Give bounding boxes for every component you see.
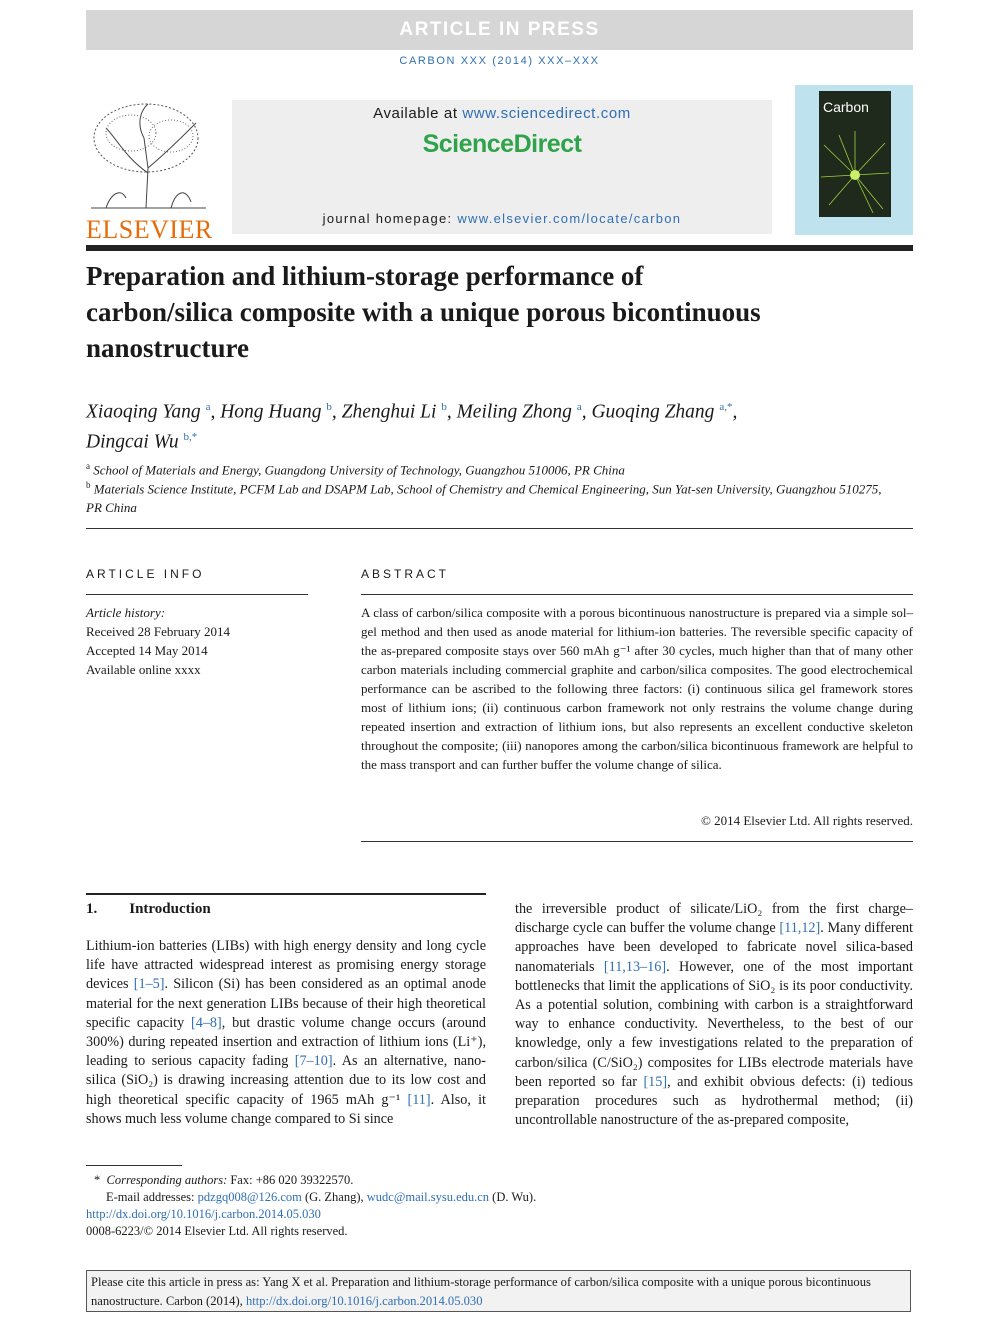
issn-line: 0008-6223/© 2014 Elsevier Ltd. All rights reserved.	[86, 1224, 348, 1238]
abstract-copyright: © 2014 Elsevier Ltd. All rights reserved.	[700, 813, 913, 828]
cover-fiber-art	[819, 125, 891, 215]
elsevier-logo	[86, 98, 213, 244]
email-addresses: E-mail addresses: pdzgq008@126.com (G. Zhang), wudc@mail.sysu.edu.cn (D. Wu).	[106, 1190, 537, 1204]
affiliation-b: $^b$ Materials Science Institute, PCFM Lab and DSAPM Lab, School of Chemistry and Chemical Engineering, Sun Yat-sen University, Guangzhou 510275, PR China	[86, 480, 882, 516]
intro-left-column: Lithium-ion batteries (LIBs) with high energy density and long cycle life have attracted widespread interest as promising energy storage devices [1–5]. Silicon (Si) has been considered as an optimal anode material for the next generation LIBs because of their high theoretical specific capacity [4–8], but drastic volume change occurs (around 300%) during repeated insertion and extraction of lithium ions (Li⁺), leading to serious capacity fading [7–10]. As an alternative, nano-silica (SiO₂) is drawing increasing attention due to its low cost and high theoretical specific capacity of 1965 mAh g⁻¹ [11]. Also, it shows much less volume change compared to Si since	[86, 938, 487, 1127]
elsevier-wordmark: ELSEVIER	[86, 215, 213, 244]
citation-link[interactable]: [7–10]	[294, 1053, 333, 1070]
citation-link[interactable]: [11]	[407, 1091, 431, 1108]
affiliation-mark[interactable]: a,*	[719, 401, 733, 413]
citation-link[interactable]: [4–8]	[191, 1014, 222, 1031]
available-at: Available at www.sciencedirect.com	[373, 105, 631, 122]
cover-title: Carbon	[823, 99, 869, 115]
author[interactable]: Guoqing Zhang	[591, 401, 715, 423]
journal-homepage-link[interactable]: www.elsevier.com/locate/carbon	[457, 211, 682, 226]
abstract-text: A class of carbon/silica composite with a porous bicontinuous nanostructure is prepared via a simple sol–gel method and then used as anode material for lithium-ion batteries. The reversible specific capacity of the as-prepared composite stays over 560 mAh g⁻¹ after 30 cycles, much higher than that of many other carbon materials including commercial graphite and carbon/silica composites. The good electrochemical performance can be ascribed to the following three factors: (i) continuous silica gel framework stores most of lithium ions; (ii) continuous carbon framework not only restrains the volume change during repeated insertion and extraction of lithium ions, but also represents an excellent conductive skeleton throughout the composite; (iii) nanopores among the carbon/silica bicontinuous framework are helpful to the mass transport and can further buffer the volume change of silica.	[361, 605, 913, 772]
citation-link[interactable]: [1–5]	[133, 976, 165, 993]
article-history: Article history: Received 28 February 2014 Accepted 14 May 2014 Available online xxxx	[86, 605, 231, 677]
journal-cover-image	[795, 85, 913, 235]
sciencedirect-link[interactable]: www.sciencedirect.com	[462, 105, 631, 122]
cite-doi-link[interactable]: http://dx.doi.org/10.1016/j.carbon.2014.05.030	[245, 1294, 483, 1308]
divider	[86, 594, 308, 595]
article-info-heading: ARTICLE INFO	[86, 567, 205, 581]
affiliation-a: $^a$ School of Materials and Energy, Guangdong University of Technology, Guangzhou 510006, PR China	[86, 461, 625, 478]
affiliation-mark[interactable]: b	[326, 401, 332, 413]
intro-rule	[86, 893, 486, 895]
header-rule	[86, 245, 913, 251]
affiliation-mark[interactable]: b	[441, 401, 447, 413]
author[interactable]: Meiling Zhong	[456, 401, 572, 423]
intro-right-column: the irreversible product of silicate/LiO₂ from the first charge–discharge cycle can buffer the volume change [11,12]. Many different approaches have been developed to fabricate novel silica-based nanomaterials [11,13–16]. However, one of the most important bottlenecks that limit the applications of SiO₂ is its poor conductivity. As a potential solution, combining with carbon is a straightforward way to enhance conductivity. Nevertheless, to the best of our knowledge, only a few investigations related to the preparation of carbon/silica (C/SiO₂) composites for LIBs electrode materials have been reported so far [15], and exhibit obvious defects: (i) tedious preparation procedures such as hydrothermal method; (ii) uncontrollable nanostructure of the as-prepared composite,	[515, 901, 913, 1129]
elsevier-tree-icon	[86, 98, 211, 210]
divider	[361, 841, 913, 842]
corresponding-authors: * Corresponding authors: Fax: +86 020 39322570.	[94, 1173, 354, 1187]
author[interactable]: Hong Huang	[220, 401, 322, 423]
intro-heading: 1. Introduction	[86, 901, 211, 917]
footnotes	[94, 1172, 914, 1206]
article-in-press-banner: ARTICLE IN PRESS	[86, 10, 913, 50]
citation-link[interactable]: [11,13–16]	[603, 958, 667, 975]
affiliation-mark[interactable]: a	[576, 401, 582, 413]
journal-reference: CARBON XXX (2014) XXX–XXX	[399, 55, 600, 67]
journal-homepage: journal homepage: www.elsevier.com/locate/carbon	[322, 211, 682, 226]
divider	[86, 528, 913, 529]
divider	[361, 594, 913, 595]
citation-box: Please cite this article in press as: Yang X et al. Preparation and lithium-storage performance of carbon/silica composite with a unique porous bicontinuous nanostructure. Carbon (2014), http://dx.doi.org/10.1016/j.carbon.2014.05.030	[86, 1270, 911, 1312]
affiliation-mark[interactable]: a	[205, 401, 211, 413]
doi-block	[86, 1206, 913, 1240]
sciencedirect-logo: ScienceDirect	[422, 130, 582, 158]
author[interactable]: Xiaoqing Yang	[86, 401, 201, 423]
author[interactable]: Zhenghui Li	[341, 401, 437, 423]
author[interactable]: Dingcai Wu	[86, 431, 179, 452]
footnote-rule	[86, 1165, 182, 1166]
affiliation-mark[interactable]: b,*	[183, 430, 198, 443]
author-list: Xiaoqing Yang $^a$, Hong Huang $^b$, Zhenghui Li $^b$, Meiling Zhong $^a$, Guoqing Zhang $^{a,*}$, Dingcai Wu $^{b,*}$	[86, 401, 738, 452]
email-link[interactable]: pdzgq008@126.com	[197, 1190, 302, 1204]
citation-link[interactable]: [11,12]	[779, 920, 821, 937]
doi-link[interactable]: http://dx.doi.org/10.1016/j.carbon.2014.05.030	[86, 1207, 321, 1221]
article-title: Preparation and lithium-storage performance of carbon/silica composite with a unique porous bicontinuous nanostructure	[86, 261, 761, 363]
citation-link[interactable]: [15]	[643, 1073, 668, 1090]
abstract-heading: ABSTRACT	[361, 567, 450, 581]
email-link[interactable]: wudc@mail.sysu.edu.cn	[366, 1190, 490, 1204]
